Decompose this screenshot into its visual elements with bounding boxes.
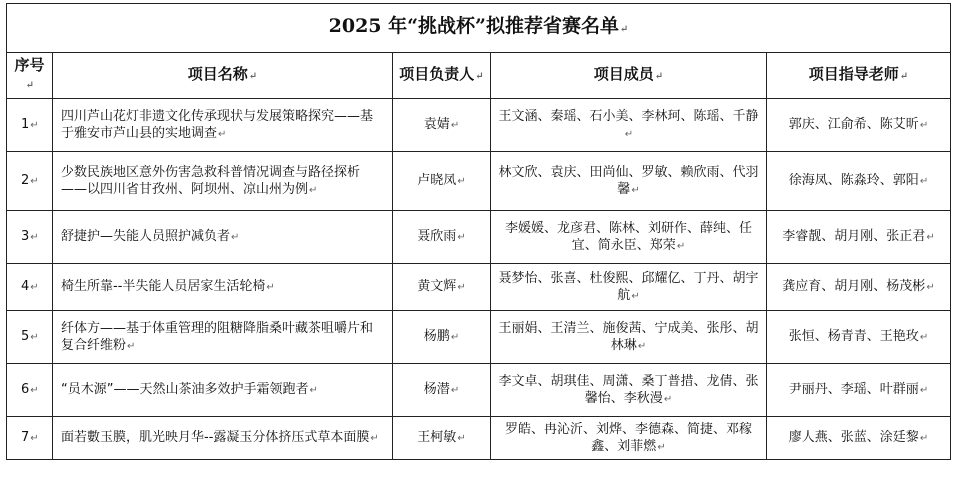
cell-advisors: 尹丽丹、李瑶、叶群丽↵ xyxy=(767,364,951,417)
cell-no: 7↵ xyxy=(7,417,53,460)
cell-advisors: 张恒、杨青青、王艳玫↵ xyxy=(767,311,951,364)
cell-leader: 黄文辉↵ xyxy=(393,264,491,311)
cell-no: 6↵ xyxy=(7,364,53,417)
cell-leader: 杨鹏↵ xyxy=(393,311,491,364)
cell-no: 4↵ xyxy=(7,264,53,311)
cell-project: 面若數玉膜，肌光映月华--露凝玉分体挤压式草本面膜↵ xyxy=(53,417,393,460)
cell-project: 少数民族地区意外伤害急救科普情况调查与路径探析——以四川省甘孜州、阿坝州、凉山州为例↵ xyxy=(53,152,393,211)
cell-leader: 王柯敏↵ xyxy=(393,417,491,460)
cell-advisors: 廖人燕、张蓝、涂廷黎↵ xyxy=(767,417,951,460)
cell-project: 纤体方——基于体重管理的阻糖降脂桑叶藏茶咀嚼片和复合纤维粉↵ xyxy=(53,311,393,364)
cell-project: “员木源”——天然山茶油多效护手霜领跑者↵ xyxy=(53,364,393,417)
cell-leader: 卢晓凤↵ xyxy=(393,152,491,211)
document-title xyxy=(7,4,951,53)
cell-members: 王文涵、秦瑶、石小美、李林珂、陈瑶、千静↵ xyxy=(491,99,767,152)
cell-members: 王丽娟、王清兰、施俊茜、宁成美、张彤、胡林琳↵ xyxy=(491,311,767,364)
header-project: 项目名称↵ xyxy=(53,53,393,99)
header-advisors: 项目指导老师↵ xyxy=(767,53,951,99)
cell-members: 李文卓、胡琪佳、周潇、桑丁普措、龙倩、张馨怡、李秋漫↵ xyxy=(491,364,767,417)
table-row xyxy=(7,364,951,417)
cell-advisors: 李睿靓、胡月刚、张正君↵ xyxy=(767,211,951,264)
table-row xyxy=(7,311,951,364)
cell-members: 李媛媛、龙彦君、陈林、刘研作、薛纯、任宜、简永臣、郑荣↵ xyxy=(491,211,767,264)
cell-leader: 袁婧↵ xyxy=(393,99,491,152)
cell-no: 3↵ xyxy=(7,211,53,264)
table-row xyxy=(7,99,951,152)
table-row xyxy=(7,264,951,311)
header-leader: 项目负责人↵ xyxy=(393,53,491,99)
header-members: 项目成员↵ xyxy=(491,53,767,99)
nomination-table xyxy=(6,3,951,460)
cell-project: 椅生所靠--半失能人员居家生活轮椅↵ xyxy=(53,264,393,311)
cell-no: 1↵ xyxy=(7,99,53,152)
cell-leader: 杨潜↵ xyxy=(393,364,491,417)
paragraph-mark-icon: ↵ xyxy=(619,24,629,35)
header-no: 序号↵ xyxy=(7,53,53,99)
title-text: 2025 年“挑战杯”拟推荐省赛名单 xyxy=(328,15,619,37)
cell-leader: 聂欣雨↵ xyxy=(393,211,491,264)
cell-members: 罗皓、冉沁沂、刘烨、李德森、简捷、邓稼鑫、刘菲燃↵ xyxy=(491,417,767,460)
paragraph-mark-icon: ↵ xyxy=(654,71,664,82)
cell-no: 2↵ xyxy=(7,152,53,211)
table-row xyxy=(7,211,951,264)
cell-no: 5↵ xyxy=(7,311,53,364)
cell-project: 舒捷护—失能人员照护减负者↵ xyxy=(53,211,393,264)
table-row xyxy=(7,152,951,211)
cell-project: 四川芦山花灯非遗文化传承现状与发展策略探究——基于雅安市芦山县的实地调查↵ xyxy=(53,99,393,152)
table-row xyxy=(7,417,951,460)
paragraph-mark-icon: ↵ xyxy=(248,71,258,82)
paragraph-mark-icon: ↵ xyxy=(25,80,35,91)
paragraph-mark-icon: ↵ xyxy=(899,71,909,82)
cell-advisors: 徐海凤、陈淼玲、郭阳↵ xyxy=(767,152,951,211)
cell-advisors: 郭庆、江俞希、陈艾昕↵ xyxy=(767,99,951,152)
cell-members: 林文欣、袁庆、田尚仙、罗敏、赖欣雨、代羽馨↵ xyxy=(491,152,767,211)
paragraph-mark-icon: ↵ xyxy=(475,71,484,82)
cell-advisors: 龚应育、胡月刚、杨茂彬↵ xyxy=(767,264,951,311)
cell-members: 聂梦怡、张喜、杜俊熙、邱耀亿、丁丹、胡宇航↵ xyxy=(491,264,767,311)
